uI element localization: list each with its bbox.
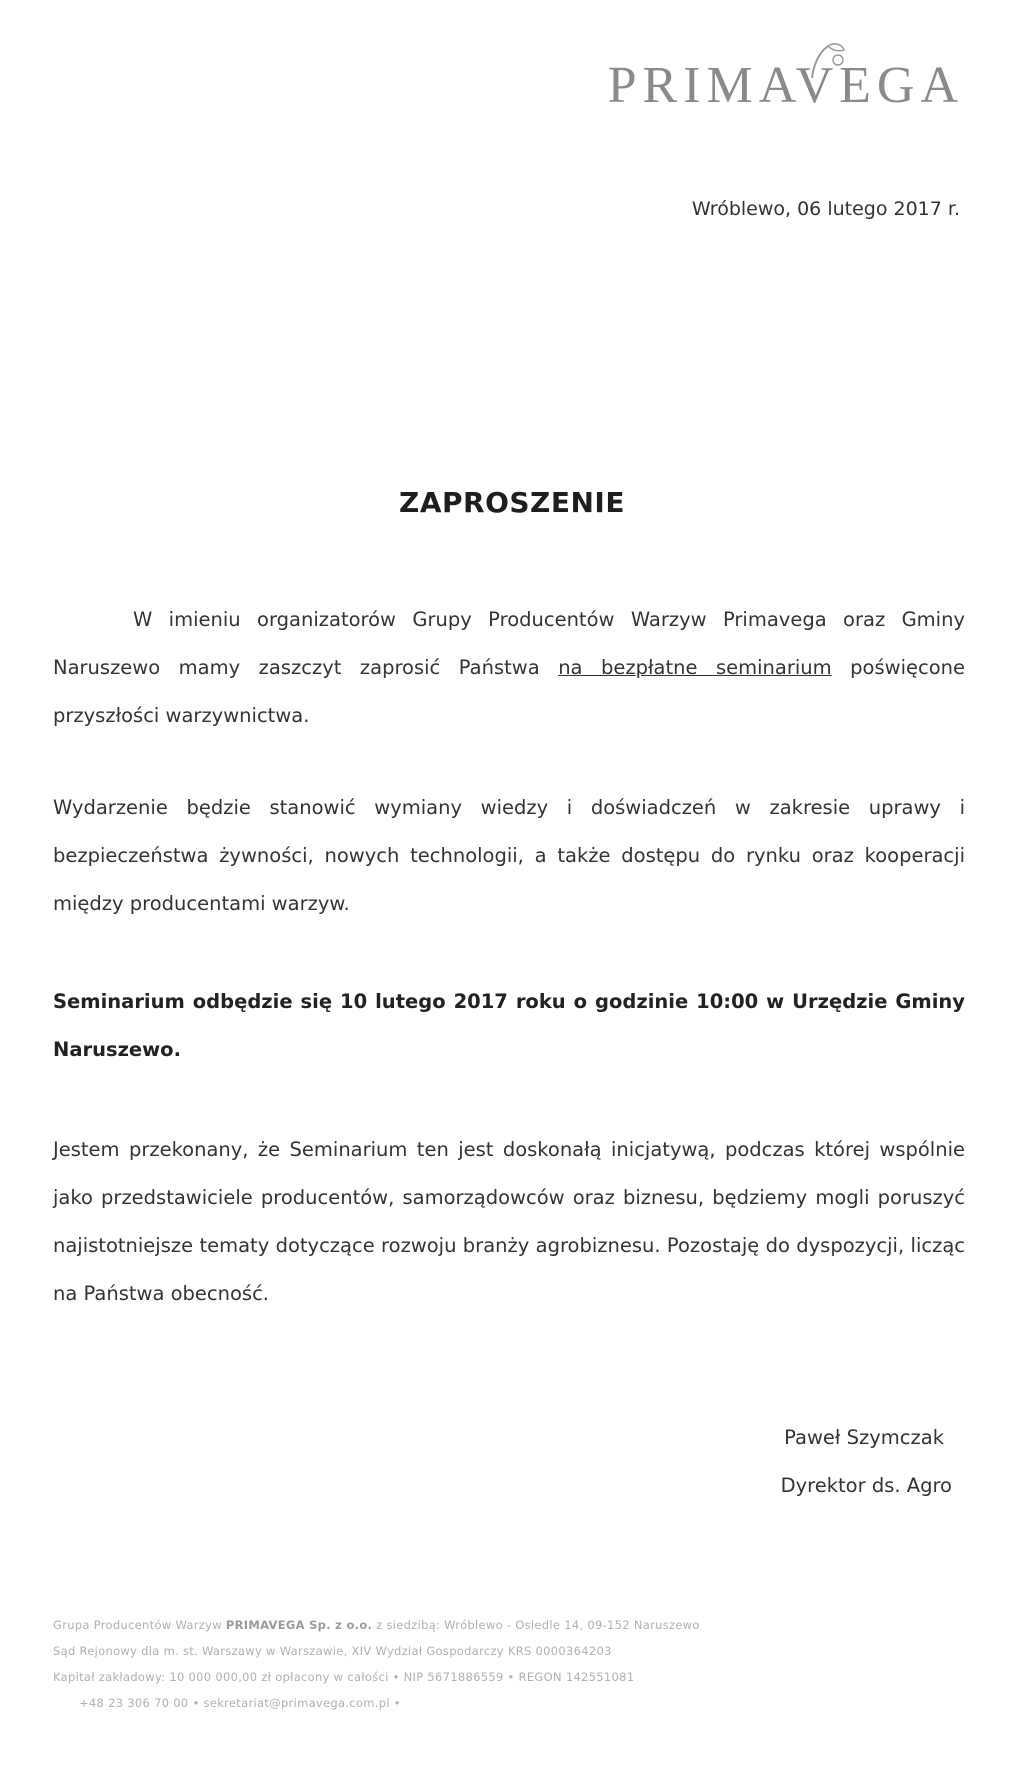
- footer-company-prefix: Grupa Producentów Warzyw: [53, 1618, 226, 1632]
- footer-line-court: Sąd Rejonowy dla m. st. Warszawy w Warszawie, XIV Wydział Gospodarczy KRS 0000364203: [53, 1644, 612, 1658]
- company-footer: [53, 1612, 973, 1716]
- paragraph-seminar-details: Seminarium odbędzie się 10 lutego 2017 roku o godzinie 10:00 w Urzędzie Gminy Naruszewo.: [53, 990, 965, 1061]
- logo-wordmark: PRIMAVEGA: [607, 57, 964, 114]
- letter-title: ZAPROSZENIE: [399, 486, 625, 519]
- paragraph-event-description: Wydarzenie będzie stanowić wymiany wiedzy i doświadczeń w zakresie uprawy i bezpieczeństwa żywności, nowych technologii, a także dostępu do rynku oraz kooperacji między producentami warzyw.: [53, 796, 965, 915]
- company-logo: [584, 40, 964, 130]
- footer-line-contact: +48 23 306 70 00 • sekretariat@primavega.com.pl •: [79, 1696, 401, 1710]
- signature-name: Paweł Szymczak: [784, 1426, 944, 1449]
- footer-company-address: z siedzibą: Wróblewo - Osiedle 14, 09-152 Naruszewo: [372, 1618, 700, 1632]
- footer-company-name: PRIMAVEGA Sp. z o.o.: [225, 1618, 373, 1632]
- footer-line-company: [53, 1612, 973, 1638]
- signature-role: Dyrektor ds. Agro: [780, 1474, 952, 1497]
- letter-date: Wróblewo, 06 lutego 2017 r.: [691, 198, 960, 220]
- free-seminar-highlight: na bezpłatne seminarium: [558, 656, 832, 679]
- paragraph-invitation-text: W imieniu organizatorów Grupy Producentów Warzyw Primavega oraz Gminy Naruszewo mamy zaszczyt zaprosić Państwa: [53, 608, 965, 679]
- footer-line-capital: Kapitał zakładowy: 10 000 000,00 zł opłacony w całości • NIP 5671886559 • REGON 142551081: [53, 1670, 635, 1684]
- paragraph-invitation: [53, 596, 965, 740]
- paragraph-invitation-end: poświęcone przyszłości warzywnictwa.: [53, 656, 965, 727]
- paragraph-closing: Jestem przekonany, że Seminarium ten jest doskonałą inicjatywą, podczas której wspólnie jako przedstawiciele producentów, samorządowców oraz biznesu, będziemy mogli poruszyć najistotniejsze tematy dotyczące rozwoju branży agrobiznesu. Pozostaję do dyspozycji, licząc na Państwa obecność.: [53, 1138, 965, 1305]
